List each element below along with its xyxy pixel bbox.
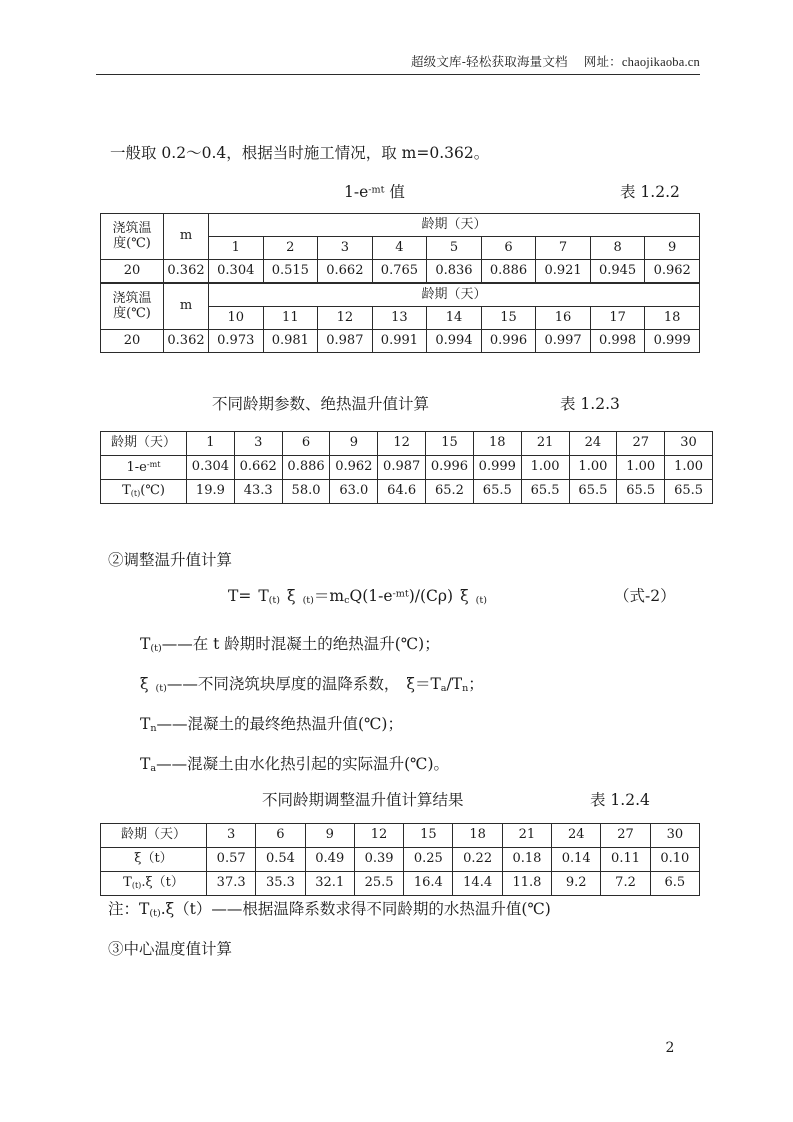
cell-value: 64.6	[378, 480, 426, 504]
table-row	[101, 824, 700, 848]
cell-value: 0.962	[330, 456, 378, 480]
cell-value: 11.8	[502, 872, 551, 896]
cell-age: 30	[650, 824, 699, 848]
cell-value: 35.3	[256, 872, 305, 896]
cell-value: 0.662	[318, 260, 373, 283]
table-1-2-4	[100, 823, 700, 896]
definition-xi-text: ——不同浇筑块厚度的温降系数，	[166, 675, 400, 693]
table-row	[101, 872, 700, 896]
definition-Ta-text: ——混凝土由水化热引起的实际温升(℃)。	[156, 755, 450, 773]
cell-age: 11	[263, 307, 318, 330]
cell-age: 27	[601, 824, 650, 848]
cell-age: 24	[552, 824, 601, 848]
cell-age: 3	[234, 432, 282, 456]
definition-Tn-text: ——混凝土的最终绝热温升值(℃)；	[156, 715, 403, 733]
header-url-label: 网址：	[583, 54, 622, 69]
definition-Tt: $T_{(t)}——$在 t 龄期时混凝土的绝热温升(℃)；	[140, 635, 440, 655]
cell-age: 8	[590, 237, 645, 260]
note-prefix: 注：	[108, 900, 140, 918]
cell-age: 15	[404, 824, 453, 848]
cell-value: 1.00	[521, 456, 569, 480]
formula-2: $T= T_{(t)}$ ξ $_{(t)}=m_cQ(1-e^{-mt})/(C\rho)$ ξ $_{(t)}$	[228, 587, 487, 607]
pour-temp-line2: 度(℃)	[113, 305, 151, 321]
cell-value: 0.765	[372, 260, 427, 283]
cell-age: 3	[207, 824, 256, 848]
cell-value: 0.994	[427, 330, 482, 353]
pour-temp-line2: 度(℃)	[113, 235, 151, 251]
table-row	[101, 284, 700, 307]
cell-age: 18	[453, 824, 502, 848]
cell-row-label-1-minus-e: $1-e^{-mt}$	[101, 456, 187, 480]
note-text: 根据温降系数求得不同龄期的水热温升值(℃)	[242, 900, 551, 918]
pour-temp-line1: 浇筑温	[112, 290, 152, 306]
cell-value: 0.662	[234, 456, 282, 480]
cell-header-m: m	[164, 284, 209, 330]
cell-age: 3	[318, 237, 373, 260]
table-1-2-4-number: 表 1.2.4	[590, 791, 650, 809]
section-3-heading: ③中心温度值计算	[108, 940, 233, 958]
formula-2-number: （式-2）	[614, 587, 676, 605]
cell-age: 21	[502, 824, 551, 848]
cell-temp-value: 20	[101, 330, 164, 353]
cell-age: 30	[665, 432, 713, 456]
table-1-2-4-title: 不同龄期调整温升值计算结果	[262, 791, 464, 809]
cell-age: 1	[187, 432, 235, 456]
cell-row-label-Tt: $T_{(t)}(℃)$	[101, 480, 187, 504]
cell-value: 0.997	[536, 330, 591, 353]
cell-value: 0.945	[590, 260, 645, 283]
definition-xi: ξ $_{(t)}$——不同浇筑块厚度的温降系数， $\xi=T_a/T_n$；	[140, 675, 484, 695]
table-row	[101, 330, 700, 353]
cell-header-m: m	[164, 214, 209, 260]
table-row	[101, 480, 713, 504]
cell-value: 0.991	[372, 330, 427, 353]
cell-value: 0.304	[187, 456, 235, 480]
cell-age: 6	[481, 237, 536, 260]
cell-value: 0.973	[209, 330, 264, 353]
cell-value: 0.11	[601, 848, 650, 872]
cell-value: 0.22	[453, 848, 502, 872]
cell-value: 0.996	[481, 330, 536, 353]
cell-age: 12	[318, 307, 373, 330]
cell-value: 0.999	[645, 330, 700, 353]
cell-value: 16.4	[404, 872, 453, 896]
cell-age: 9	[305, 824, 354, 848]
cell-age: 15	[481, 307, 536, 330]
cell-age: 21	[521, 432, 569, 456]
table-row	[101, 214, 700, 237]
cell-value: 0.304	[209, 260, 264, 283]
cell-value: 65.5	[617, 480, 665, 504]
cell-value: 19.9	[187, 480, 235, 504]
cell-value: 0.57	[207, 848, 256, 872]
cell-value: 0.998	[590, 330, 645, 353]
cell-temp-value: 20	[101, 260, 164, 283]
cell-age: 7	[536, 237, 591, 260]
cell-value: 0.921	[536, 260, 591, 283]
cell-value: 58.0	[282, 480, 330, 504]
cell-value: 14.4	[453, 872, 502, 896]
cell-age: 6	[282, 432, 330, 456]
cell-age: 9	[330, 432, 378, 456]
intro-paragraph: 一般取 0.2～0.4，根据当时施工情况，取 m=0.362。	[110, 144, 490, 162]
cell-value: 1.00	[617, 456, 665, 480]
cell-age: 10	[209, 307, 264, 330]
table-1-2-3-title: 不同龄期参数、绝热温升值计算	[212, 395, 430, 413]
cell-age: 16	[536, 307, 591, 330]
cell-value: 0.886	[481, 260, 536, 283]
definition-Tn: $T_n——$混凝土的最终绝热温升值(℃)；	[140, 715, 403, 735]
cell-value: 0.515	[263, 260, 318, 283]
cell-row-label-xi: ξ（t）	[101, 848, 207, 872]
cell-row-label-age: 龄期（天）	[101, 432, 187, 456]
cell-value: 37.3	[207, 872, 256, 896]
cell-value: 65.5	[473, 480, 521, 504]
cell-value: 0.10	[650, 848, 699, 872]
cell-value: 1.00	[665, 456, 713, 480]
cell-age: 18	[645, 307, 700, 330]
cell-value: 63.0	[330, 480, 378, 504]
cell-value: 0.962	[645, 260, 700, 283]
cell-age: 2	[263, 237, 318, 260]
cell-header-pour-temp	[101, 214, 164, 260]
cell-row-label-T-xi: $T_{(t)}.\xi(t)$	[101, 872, 207, 896]
cell-value: 0.996	[426, 456, 474, 480]
table-1-2-2-part2	[100, 283, 700, 353]
cell-age: 17	[590, 307, 645, 330]
page-number: 2	[665, 1040, 675, 1056]
header-url: chaojikaoba.cn	[621, 55, 700, 69]
cell-value: 0.25	[404, 848, 453, 872]
cell-header-pour-temp	[101, 284, 164, 330]
cell-header-age-span: 龄期（天）	[209, 214, 700, 237]
cell-value: 32.1	[305, 872, 354, 896]
cell-age: 12	[354, 824, 403, 848]
cell-value: 9.2	[552, 872, 601, 896]
table-row	[101, 260, 700, 283]
cell-age: 24	[569, 432, 617, 456]
cell-header-age-span: 龄期（天）	[209, 284, 700, 307]
cell-age: 14	[427, 307, 482, 330]
cell-value: 1.00	[569, 456, 617, 480]
cell-m-value: 0.362	[164, 260, 209, 283]
cell-value: 6.5	[650, 872, 699, 896]
cell-age: 5	[427, 237, 482, 260]
pour-temp-line1: 浇筑温	[112, 220, 152, 236]
cell-age: 12	[378, 432, 426, 456]
section-2-heading: ②调整温升值计算	[108, 551, 233, 569]
cell-value: 0.14	[552, 848, 601, 872]
cell-value: 0.39	[354, 848, 403, 872]
header-divider	[96, 74, 700, 75]
cell-value: 0.987	[378, 456, 426, 480]
cell-value: 65.5	[665, 480, 713, 504]
cell-value: 0.981	[263, 330, 318, 353]
cell-value: 0.54	[256, 848, 305, 872]
cell-age: 4	[372, 237, 427, 260]
cell-m-value: 0.362	[164, 330, 209, 353]
header-site-name: 超级文库-轻松获取海量文档	[410, 54, 568, 69]
page-header	[96, 52, 700, 70]
cell-value: 0.886	[282, 456, 330, 480]
cell-value: 0.18	[502, 848, 551, 872]
definition-Ta: $T_a——$混凝土由水化热引起的实际温升(℃)。	[140, 755, 450, 775]
cell-value: 0.49	[305, 848, 354, 872]
cell-age: 27	[617, 432, 665, 456]
table-1-2-2-part1	[100, 213, 700, 283]
table-1-2-3	[100, 431, 713, 504]
cell-age: 1	[209, 237, 264, 260]
table-1-2-2-title: $1-e^{-mt}$ 值	[344, 183, 405, 201]
cell-age: 18	[473, 432, 521, 456]
table-1-2-4-note: 注：$T_{(t)}.\xi(t)——$根据温降系数求得不同龄期的水热温升值(℃)	[108, 900, 551, 920]
cell-row-label-age: 龄期（天）	[101, 824, 207, 848]
table-1-2-2-number: 表 1.2.2	[620, 183, 680, 201]
cell-value: 0.999	[473, 456, 521, 480]
cell-value: 65.2	[426, 480, 474, 504]
cell-value: 65.5	[521, 480, 569, 504]
table-row	[101, 456, 713, 480]
table-row	[101, 848, 700, 872]
cell-value: 0.987	[318, 330, 373, 353]
cell-value: 25.5	[354, 872, 403, 896]
table-row	[101, 432, 713, 456]
cell-value: 0.836	[427, 260, 482, 283]
cell-age: 9	[645, 237, 700, 260]
table-1-2-3-number: 表 1.2.3	[560, 395, 620, 413]
cell-age: 6	[256, 824, 305, 848]
cell-value: 43.3	[234, 480, 282, 504]
definition-Tt-text: ——在 t 龄期时混凝土的绝热温升(℃)；	[161, 635, 440, 653]
cell-value: 65.5	[569, 480, 617, 504]
cell-age: 13	[372, 307, 427, 330]
cell-value: 7.2	[601, 872, 650, 896]
cell-age: 15	[426, 432, 474, 456]
